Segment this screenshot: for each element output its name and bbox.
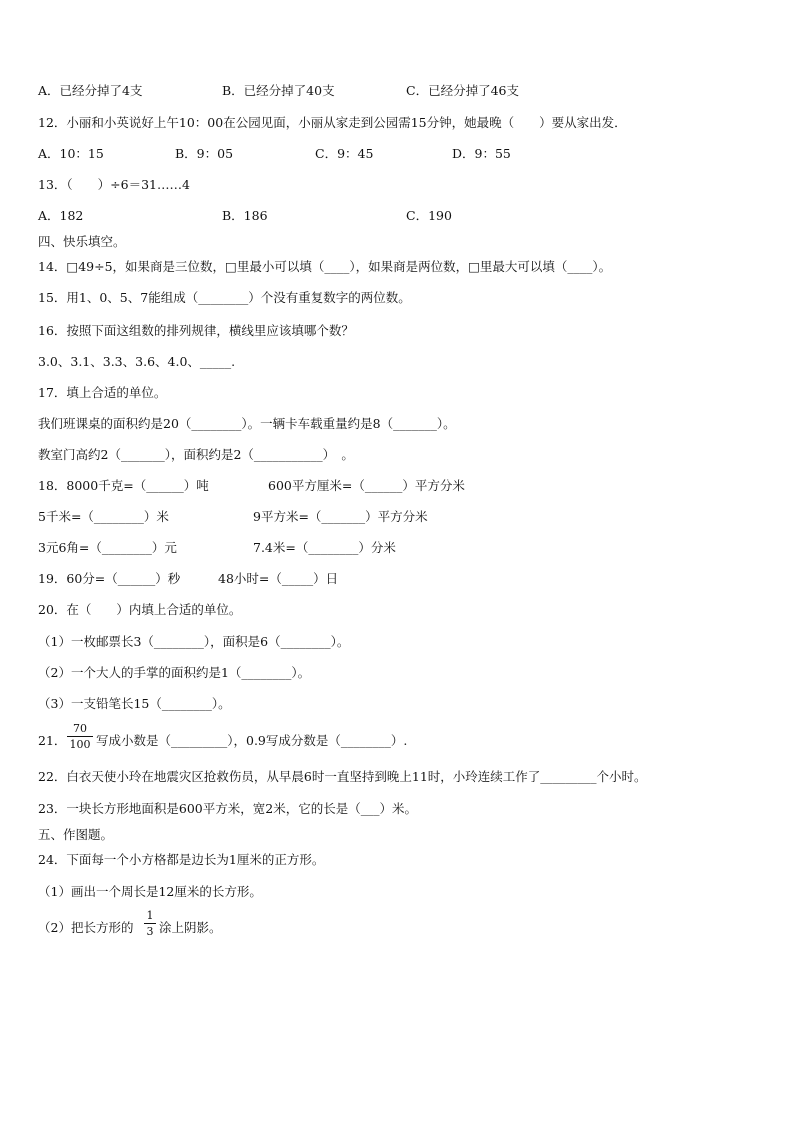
q16-sequence: 3.0、3.1、3.3、3.6、4.0、_____.	[38, 354, 236, 369]
q18-item-d: 9平方米=（_______）平方分米	[253, 509, 428, 524]
q18-item-c: 5千米=（________）米	[38, 509, 169, 524]
q13-option-b: B．186	[222, 208, 268, 223]
q18-item-b: 600平方厘米=（______）平方分米	[268, 478, 465, 493]
q24-part-2-prefix: （2）把长方形的	[38, 920, 134, 935]
q21-fraction-numerator: 70	[67, 722, 93, 737]
q18-item-e: 3元6角=（________）元	[38, 540, 177, 555]
q12-option-a: A．10：15	[38, 146, 104, 161]
q17-line-1: 我们班课桌的面积约是20（________）。一辆卡车载重量约是8（_______）。	[38, 416, 456, 431]
q20-part-2: （2）一个大人的手掌的面积约是1（________）。	[38, 665, 311, 680]
q21-fraction	[67, 722, 93, 751]
q21-text: 写成小数是（_________），0.9写成分数是（________）.	[96, 733, 408, 748]
q12-text: 12．小丽和小英说好上午10：00在公园见面，小丽从家走到公园需15分钟，她最晚（ ）要从家出发．	[38, 115, 627, 130]
q15-text: 15．用1、0、5、7能组成（________）个没有重复数字的两位数。	[38, 290, 411, 305]
q14-text: 14．□49÷5，如果商是三位数，□里最小可以填（____），如果商是两位数，□里最大可以填（____）。	[38, 259, 612, 274]
q24-fraction-numerator: 1	[144, 909, 156, 924]
q13-text: 13．（ ）÷6＝31……4	[38, 177, 190, 192]
q24-fraction	[144, 909, 156, 938]
q18-item-a: 18．8000千克=（______）吨	[38, 478, 209, 493]
q20-part-1: （1）一枚邮票长3（________），面积是6（________）。	[38, 634, 350, 649]
q12-option-c: C．9：45	[315, 146, 374, 161]
q24-part-1: （1）画出一个周长是12厘米的长方形。	[38, 884, 262, 899]
q11-option-c: C．已经分掉了46支	[406, 83, 519, 98]
q13-option-c: C．190	[406, 208, 452, 223]
q11-option-b: B．已经分掉了40支	[222, 83, 335, 98]
q24-text: 24．下面每一个小方格都是边长为1厘米的正方形。	[38, 852, 325, 867]
q20-part-3: （3）一支铅笔长15（________）。	[38, 696, 231, 711]
q22-text: 22．白衣天使小玲在地震灾区抢救伤员，从早晨6时一直坚持到晚上11时，小玲连续工作了_________个小时。	[38, 769, 647, 784]
q21-label: 21．	[38, 733, 67, 748]
q23-text: 23．一块长方形地面积是600平方米，宽2米，它的长是（___）米。	[38, 801, 417, 816]
q20-text: 20．在（ ）内填上合适的单位。	[38, 602, 242, 617]
q11-option-a: A．已经分掉了4支	[38, 83, 143, 98]
q16-text: 16．按照下面这组数的排列规律，横线里应该填哪个数？	[38, 323, 354, 338]
q18-item-f: 7.4米=（________）分米	[253, 540, 396, 555]
q21-fraction-denominator: 100	[69, 738, 91, 751]
section-4-heading: 四、快乐填空。	[38, 234, 126, 249]
q19-item-b: 48小时=（_____）日	[218, 571, 339, 586]
q24-part-2-suffix: 涂上阴影。	[159, 920, 222, 935]
q17-text: 17．填上合适的单位。	[38, 385, 167, 400]
section-5-heading: 五、作图题。	[38, 827, 114, 842]
q13-option-a: A．182	[38, 208, 84, 223]
q12-option-d: D．9：55	[452, 146, 511, 161]
q19-item-a: 19．60分=（______）秒	[38, 571, 181, 586]
q17-line-2: 教室门高约2（_______），面积约是2（___________） 。	[38, 447, 354, 462]
q24-fraction-denominator: 3	[146, 925, 154, 938]
q12-option-b: B．9：05	[175, 146, 234, 161]
